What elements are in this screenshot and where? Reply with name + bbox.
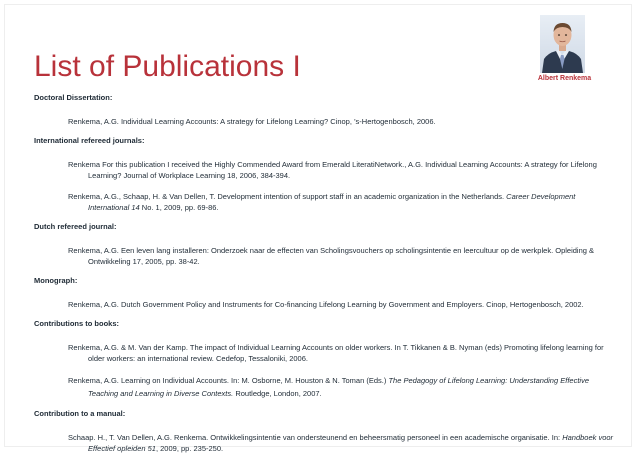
publication-entry: Renkema, A.G. Dutch Government Policy and Instruments for Co-financing Lifelong Learning by Government and Employers. Cinop, Hertogenbosch, 2002.: [68, 300, 584, 309]
publication-entry: Renkema, A.G. Individual Learning Accounts: A strategy for Lifelong Learning? Cinop, ’s-Hertogenbosch, 2006.: [68, 117, 436, 126]
heading-books: Contributions to books:: [34, 319, 119, 328]
author-photo: [540, 15, 585, 73]
publications-list: [34, 93, 616, 454]
publication-entry: Renkema, A.G. & M. Van der Kamp. The impact of Individual Learning Accounts on older workers. In T. Tikkanen & B. Nyman (eds) Promoting lifelong learning for older workers: an international review. Cedefop, Tessaloniki, 2006.: [68, 343, 604, 363]
entry-text: , 2009, pp. 235-250.: [155, 444, 224, 453]
person-portrait-icon: [540, 15, 585, 73]
heading-dutch-journal: Dutch refereed journal:: [34, 222, 117, 231]
heading-monograph: Monograph:: [34, 276, 78, 285]
entry-text: Renkema, A.G., Schaap, H. & Van Dellen, T. Development intention of support staff in an academic organization in the Netherlands.: [68, 192, 507, 201]
book-title: The Pedagogy of Lifelong Learning: Understanding Effective Teaching and Learning in Diverse Contexts.: [88, 376, 589, 398]
author-name: Albert Renkema: [537, 75, 592, 82]
manual-title: Handboek voor Effectief opleiden 51: [88, 433, 614, 453]
entry-text: No. 1, 2009, pp. 69-86.: [139, 203, 219, 212]
publication-entry: [68, 374, 616, 400]
journal-title: Career Development International 14: [88, 192, 576, 212]
publication-entry: Renkema For this publication I received the Highly Commended Award from Emerald LiteratiNetwork., A.G. Individual Learning Accounts: A strategy for Lifelong Learning? Journal of Workplace Learning 18, 2006, 384-394.: [68, 160, 597, 180]
entry-text: Routledge, London, 2007.: [233, 389, 322, 398]
heading-international-journals: International refereed journals:: [34, 136, 145, 145]
entry-text: Renkema, A.G. Learning on Individual Accounts. In: M. Osborne, M. Houston & N. Toman (Eds.): [68, 376, 389, 385]
slide-title: List of Publications I: [34, 50, 301, 83]
publication-entry: Renkema, A.G. Een leven lang installeren: Onderzoek naar de effecten van Scholingsvouchers op scholingsintentie en leercultuur op de werkplek. Opleiding & Ontwikkeling 17, 2005, pp. 38-42.: [68, 246, 595, 266]
publication-entry: [68, 191, 616, 213]
entry-text: Schaap. H., T. Van Dellen, A.G. Renkema. Ontwikkelingsintentie van ondersteunend en beheersmatig personeel in een academische organisatie. In:: [68, 433, 563, 442]
heading-doctoral: Doctoral Dissertation:: [34, 93, 113, 102]
heading-manual: Contribution to a manual:: [34, 409, 126, 418]
